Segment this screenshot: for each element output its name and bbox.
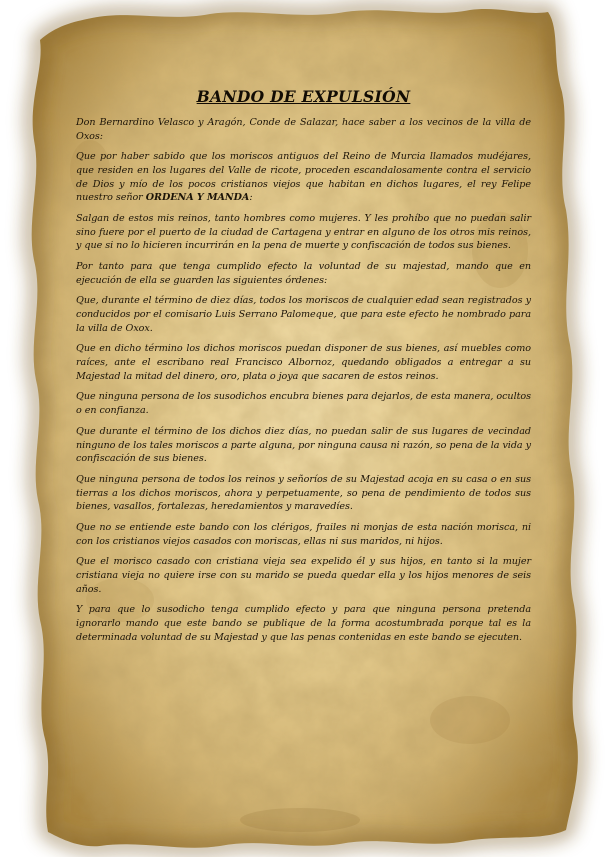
paragraph-7: Que durante el término de los dichos diez días, no puedan salir de sus lugares de vecindad ninguno de los tales moriscos a parte alguna, por ninguna causa ni razón, so pena de la vida y confiscación de sus bienes. [76, 425, 531, 465]
paragraph-2: Salgan de estos mis reinos, tanto hombres como mujeres. Y les prohíbo que no puedan salir sino fuere por el puerto de la ciudad de Cartagena y entrar en alguno de los otros mis reinos, y que si no lo hicieren incurrirán en la pena de muerte y confiscación de todos sus bienes. [76, 213, 531, 252]
intro-paragraph: Don Bernardino Velasco y Aragón, Conde de Salazar, hace saber a los vecinos de la villa de Oxos: [76, 117, 531, 142]
paragraph-1-end: : [249, 192, 253, 204]
paragraph-1-text: Que por haber sabido que los moriscos antiguos del Reino de Murcia llamados mudéjares, que residen en los lugares del Valle de ricote, proceden escandalosamente contra el servicio de Dios y mío de los pocos cristianos viejos que habitan en dichos lugares, el rey Felipe nuestro señor [76, 151, 531, 204]
paragraph-9: Que no se entiende este bando con los clérigos, frailes ni monjas de esta nación morisca, ni con los cristianos viejos casados con moriscas, ellas ni sus maridos, ni hijos. [76, 521, 531, 547]
paragraph-5: Que en dicho término los dichos moriscos puedan disponer de sus bienes, así muebles como raíces, ante el escribano real Francisco Albornoz, quedando obligados a entregar a su Majestad la mitad del dinero, oro, plata o joya que sacaren de estos reinos. [76, 343, 531, 382]
paragraph-11: Y para que lo susodicho tenga cumplido efecto y para que ninguna persona pretenda ignorarlo mando que este bando se publique de la forma acostumbrada porque tal es la determinada voluntad de su Majestad y que las penas contenidas en este bando se ejecuten. [76, 604, 531, 643]
paragraph-4: Que, durante el término de diez días, todos los moriscos de cualquier edad sean registrados y conducidos por el comisario Luis Serrano Palomeque, que para este efecto he nombrado para la villa de Oxox. [76, 295, 531, 334]
paragraph-6: Que ninguna persona de los susodichos encubra bienes para dejarlos, de esta manera, ocultos o en confianza. [76, 391, 531, 417]
paragraph-10: Que el morisco casado con cristiana vieja sea expelido él y sus hijos, en tanto si la mujer cristiana vieja no quiere irse con su marido se pueda quedar ella y los hijos menores de seis años. [76, 556, 531, 595]
ordena-y-manda: ORDENA Y MANDA [145, 192, 250, 204]
paragraph-1 [76, 150, 531, 204]
proclamation-text [76, 86, 531, 651]
stain [240, 808, 360, 832]
paragraph-8: Que ninguna persona de todos los reinos y señoríos de su Majestad acoja en su casa o en sus tierras a los dichos moriscos, ahora y perpetuamente, so pena de pendimiento de todos sus bienes, vasallos, fortalezas, heredamientos y maravedíes. [76, 473, 531, 513]
document-title: BANDO DE EXPULSIÓN [196, 87, 411, 106]
paragraph-3: Por tanto para que tenga cumplido efecto la voluntad de su majestad, mando que en ejecución de ella se guarden las siguientes órdenes: [76, 261, 531, 286]
stain [430, 696, 510, 744]
